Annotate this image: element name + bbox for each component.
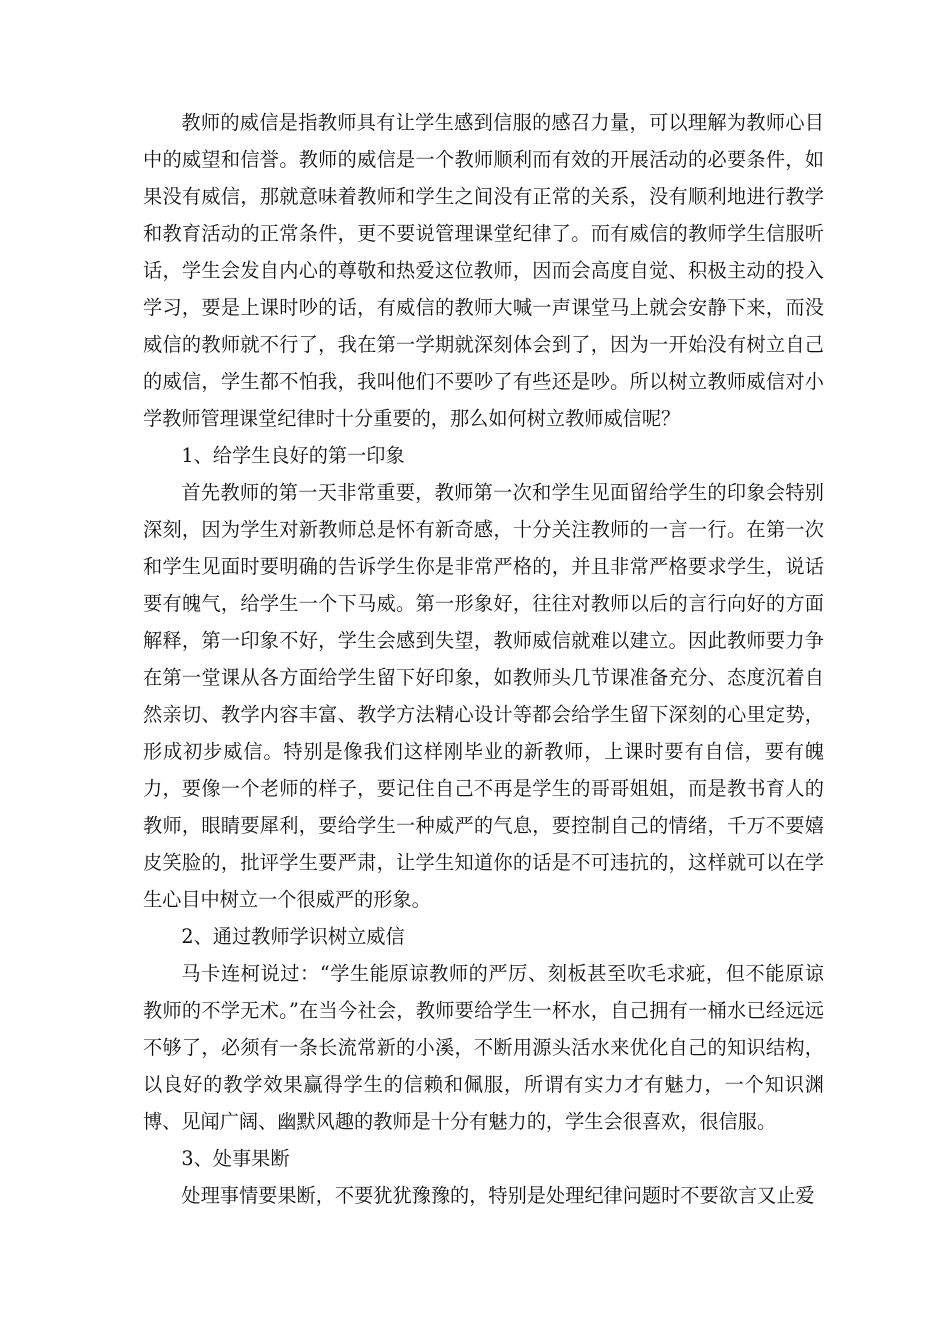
document-page xyxy=(143,104,824,1214)
decisive-paragraph: 处理事情要果断，不要犹犹豫豫的，特别是处理纪律问题时不要欲言又止爱 xyxy=(181,1184,815,1207)
section-heading-knowledge: 2、通过教师学识树立威信 xyxy=(181,925,405,948)
first-impression-paragraph: 首先教师的第一天非常重要，教师第一次和学生见面留给学生的印象会特别深刻，因为学生对新教师总是怀有新奇感，十分关注教师的一言一行。在第一次和学生见面时要明确的告诉学生你是非常严格的，并且非常严格要求学生，说话要有魄气，给学生一个下马威。第一形象好，往往对教师以后的言行向好的方面解释，第一印象不好，学生会感到失望，教师威信就难以建立。因此教师要力争在第一堂课从各方面给学生留下好印象，如教师头几节课准备充分、态度沉着自然亲切、教学内容丰富、教学方法精心设计等都会给学生留下深刻的心里定势，形成初步威信。特别是像我们这样刚毕业的新教师，上课时要有自信，要有魄力，要像一个老师的样子，要记住自己不再是学生的哥哥姐姐，而是教书育人的教师，眼睛要犀利，要给学生一种威严的气息，要控制自己的情绪，千万不要嬉皮笑脸的，批评学生要严肃，让学生知道你的话是不可违抗的，这样就可以在学生心目中树立一个很威严的形象。 xyxy=(143,481,824,911)
intro-paragraph: 教师的威信是指教师具有让学生感到信服的感召力量，可以理解为教师心目中的威望和信誉。教师的威信是一个教师顺利而有效的开展活动的必要条件，如果没有威信，那就意味着教师和学生之间没有正常的关系，没有顺利地进行教学和教育活动的正常条件，更不要说管理课堂纪律了。而有威信的教师学生信服听话，学生会发自内心的尊敬和热爱这位教师，因而会高度自觉、积极主动的投入学习，要是上课时吵的话，有威信的教师大喊一声课堂马上就会安静下来，而没威信的教师就不行了，我在第一学期就深刻体会到了，因为一开始没有树立自己的威信，学生都不怕我，我叫他们不要吵了有些还是吵。所以树立教师威信对小学教师管理课堂纪律时十分重要的，那么如何树立教师威信呢？ xyxy=(143,111,824,430)
section-heading-first-impression: 1、给学生良好的第一印象 xyxy=(181,444,405,467)
section-heading-decisive: 3、处事果断 xyxy=(181,1147,290,1170)
knowledge-paragraph: 马卡连柯说过：“学生能原谅教师的严厉、刻板甚至吹毛求疵，但不能原谅教师的不学无术。”在当今社会，教师要给学生一杯水，自己拥有一桶水已经远远不够了，必须有一条长流常新的小溪，不断用源头活水来优化自己的知识结构，以良好的教学效果赢得学生的信赖和佩服，所谓有实力才有魅力，一个知识渊博、见闻广阔、幽默风趣的教师是十分有魅力的，学生会很喜欢，很信服。 xyxy=(143,962,824,1133)
